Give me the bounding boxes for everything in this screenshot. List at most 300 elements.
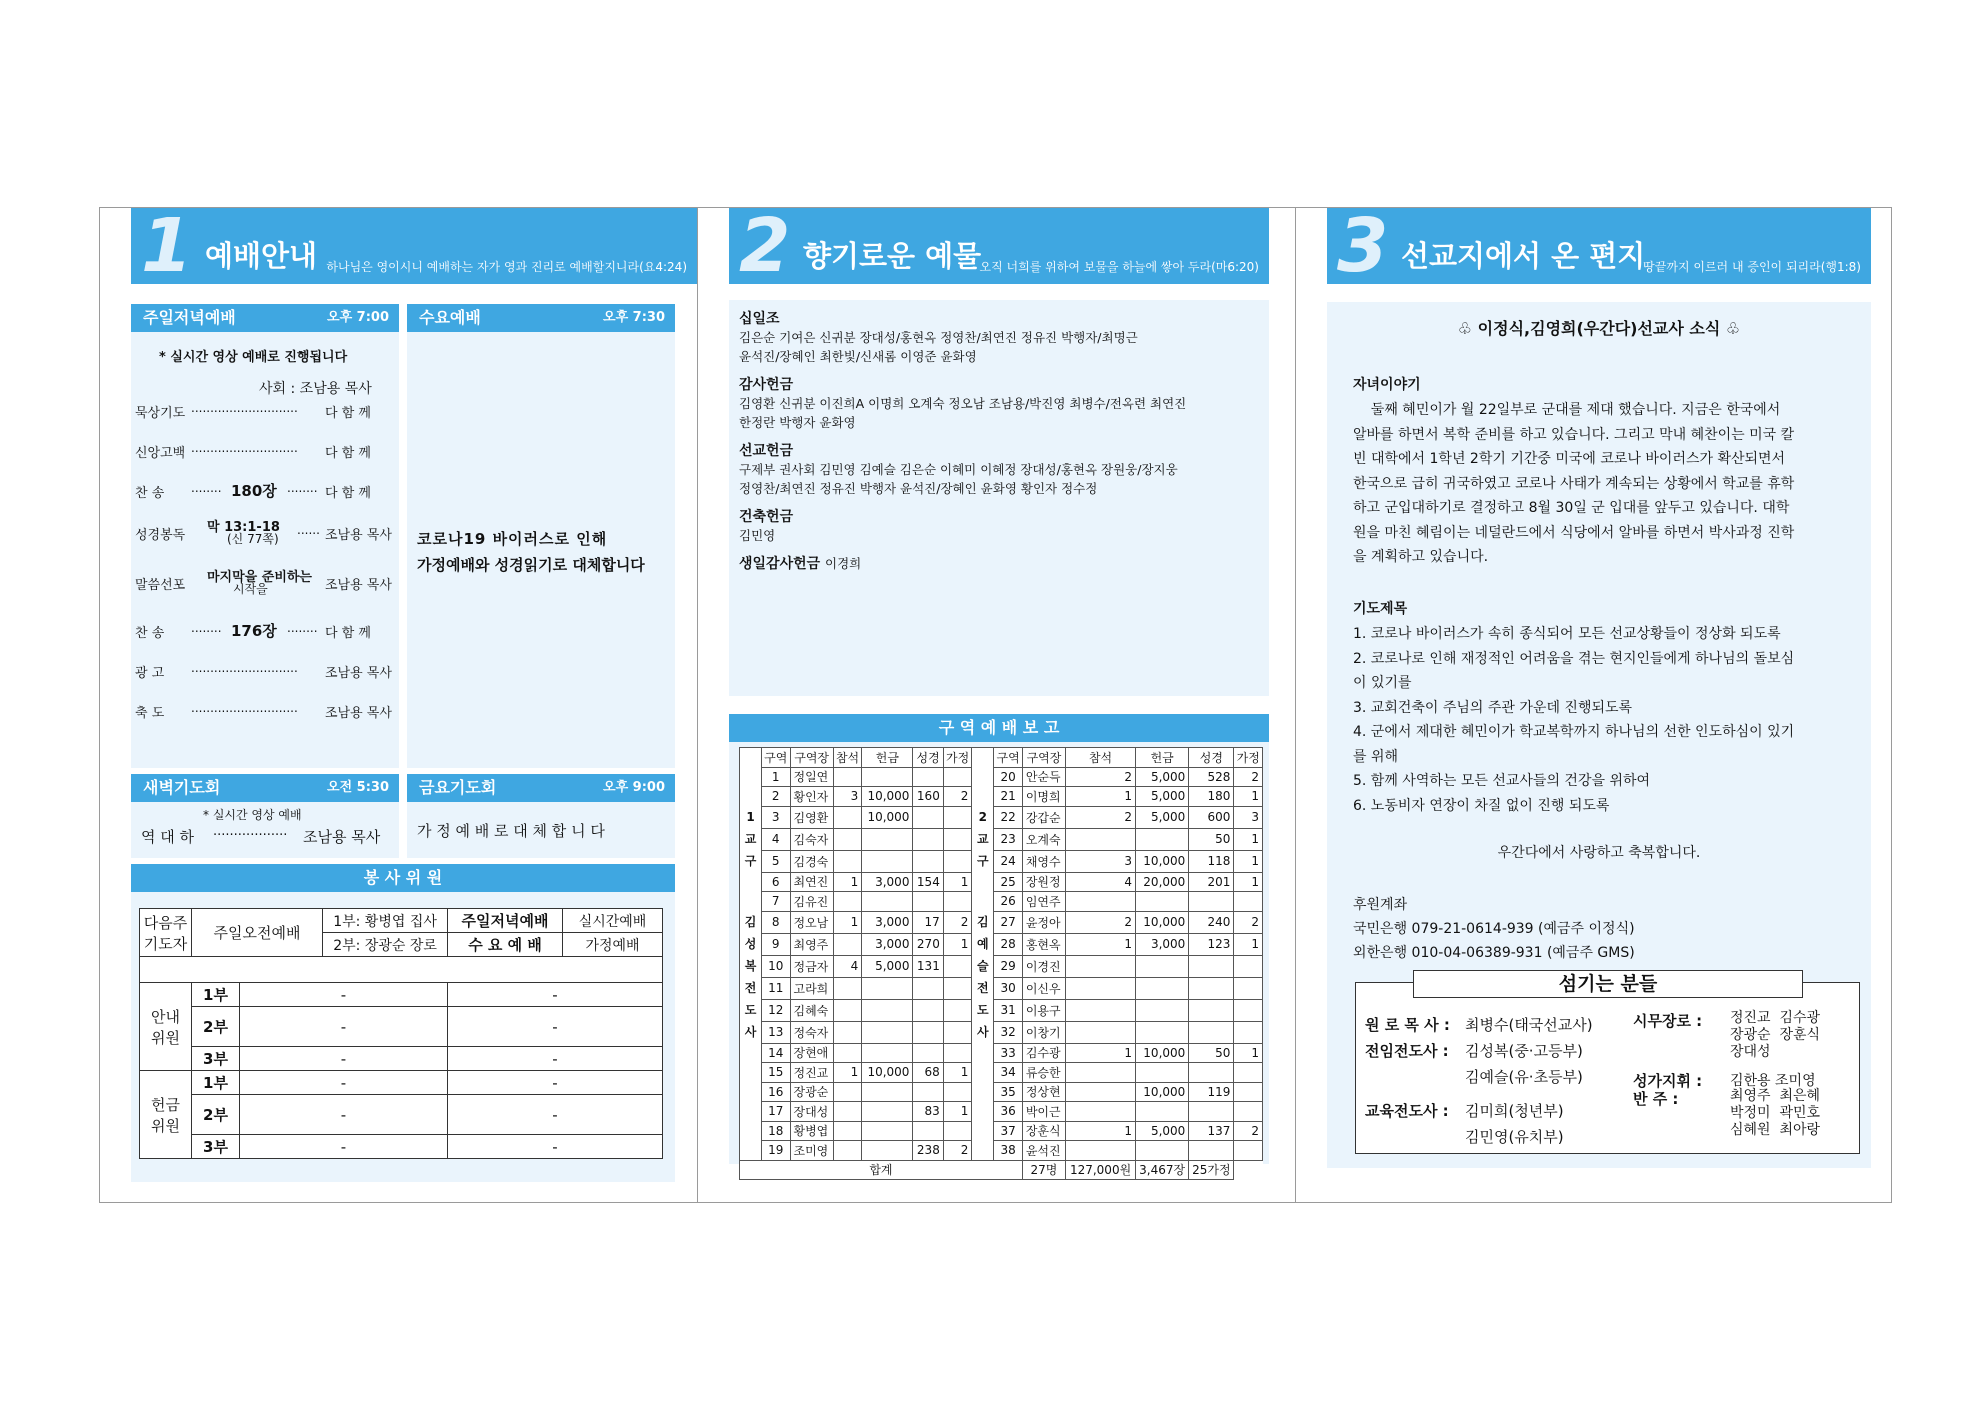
district-cell: 6 [762, 872, 791, 892]
elder-name: 장대성 [1730, 1044, 1771, 1060]
servant-value: 최병수(태국선교사) [1465, 1016, 1593, 1034]
district-cell: 윤석진 [1022, 1141, 1065, 1161]
district-cell [943, 806, 972, 828]
pianists-list [1730, 1088, 1820, 1139]
district-cell [1066, 892, 1136, 912]
committee-offering-committee: 위원 [151, 1116, 180, 1135]
panel2-verse: 오직 너희를 위하여 보물을 하늘에 쌓아 두라(마6:20) [979, 260, 1259, 274]
prayer-item: 를 위해 [1353, 748, 1399, 765]
district-cell: 10,000 [1136, 1082, 1189, 1102]
choir-label: 성가지휘 : [1633, 1072, 1703, 1090]
gift-title: 생일감사헌금 [739, 556, 821, 572]
district-total-offering: 127,000원 [1066, 1160, 1136, 1180]
prayer-title: 기도제목 [1353, 601, 1408, 617]
order-dots: ............................ [191, 701, 298, 715]
district-cell [1136, 1141, 1189, 1161]
usher-p1-evening: - [448, 983, 663, 1007]
district-cell [1189, 955, 1234, 977]
district-group-label [740, 1063, 762, 1083]
district-group-label [740, 872, 762, 892]
district-cell: 김수광 [1022, 1043, 1065, 1063]
district-group-label: 구 [740, 850, 762, 872]
district-cell [1066, 1141, 1136, 1161]
district-cell [862, 1102, 913, 1122]
district-cell: 15 [762, 1063, 791, 1083]
order-dots: ........ [191, 621, 222, 635]
district-cell: 35 [994, 1082, 1023, 1102]
district-cell: 600 [1189, 806, 1234, 828]
district-cell: 1 [1234, 872, 1263, 892]
district-cell [1189, 1141, 1234, 1161]
district-cell [1234, 1102, 1263, 1122]
district-cell: 강갑순 [1022, 806, 1065, 828]
district-cell [833, 1082, 862, 1102]
prayer-item: 4. 군에서 제대한 혜민이가 학교복학까지 하나님의 선한 인도하심이 있기 [1353, 724, 1795, 740]
panel1-title: 예배안내 [205, 239, 318, 273]
district-cell [1136, 892, 1189, 912]
district-cell: 김경숙 [790, 850, 833, 872]
table-row [740, 787, 1263, 807]
gift-names: 김민영 [739, 528, 776, 543]
district-cell: 30 [994, 977, 1023, 999]
district-cell: 황병엽 [790, 1121, 833, 1141]
table-row [740, 872, 1263, 892]
servants-title: 섬기는 분들 [1413, 970, 1803, 998]
gift-names: 김은순 기여은 신귀분 장대성/홍현옥 정영찬/최연진 정유진 박행자/최명근 [739, 330, 1138, 345]
servant-row [1365, 1014, 1593, 1040]
prayer-list [1353, 622, 1794, 818]
prayer-item: 2. 코로나로 인해 재정적인 어려움을 겪는 현지인들에게 하나님의 돌보심 [1353, 650, 1795, 667]
panel3-header [1327, 203, 1871, 289]
district-group-label [740, 1043, 762, 1063]
district-cell [1189, 977, 1234, 999]
table-row [740, 1102, 1263, 1122]
offering-p3: 3부 [192, 1135, 240, 1159]
district-cell: 조미영 [790, 1141, 833, 1161]
district-cell [1136, 999, 1189, 1021]
district-cell: 1 [1066, 1043, 1136, 1063]
kids-story-line: 둘째 혜민이가 월 22일부로 군대를 제대 했습니다. 지금은 한국에서 [1353, 402, 1781, 418]
district-cell: 20,000 [1136, 872, 1189, 892]
order-label: 신앙고백 [135, 446, 186, 461]
district-group-label: 전 [972, 977, 994, 999]
closing-line: 우간다에서 사랑하고 축복합니다. [1497, 845, 1701, 861]
kids-story-line: 원을 마친 혜림이는 네덜란드에서 식당에서 알바를 하면서 박사과정 진학 [1353, 524, 1795, 541]
district-cell [833, 977, 862, 999]
district-cell: 정금자 [790, 955, 833, 977]
gift-category-title [739, 440, 1259, 460]
dawn-prayer-box [131, 802, 399, 858]
gift-title: 감사헌금 [739, 377, 794, 393]
servant-row [1365, 1126, 1593, 1152]
district-cell: 김숙자 [790, 828, 833, 850]
servant-value: 김민영(유치부) [1465, 1128, 1564, 1146]
district-cell [862, 828, 913, 850]
district-cell: 3,000 [862, 933, 913, 955]
account-1: 국민은행 079-21-0614-939 (예금주 이정식) [1353, 921, 1635, 937]
district-header-cell: 참석 [1066, 748, 1136, 768]
committee-part1-name: 황병엽 집사 [364, 913, 437, 930]
order-detail: 마지막을 준비하는 [207, 570, 312, 585]
district-cell: 131 [913, 955, 943, 977]
district-cell: 18 [762, 1121, 791, 1141]
committee-box [131, 892, 675, 1182]
district-cell: 4 [833, 955, 862, 977]
district-cell [1066, 1063, 1136, 1083]
committee-part2: 2부: [333, 937, 361, 954]
district-cell: 홍현옥 [1022, 933, 1065, 955]
gift-names: 윤석진/장혜인 최한빛/신새롬 이영준 윤화영 [739, 349, 977, 364]
gift-category-title [739, 506, 1259, 526]
district-cell: 5,000 [1136, 767, 1189, 787]
district-cell: 137 [1189, 1121, 1234, 1141]
district-cell: 5,000 [1136, 806, 1189, 828]
district-total-row [740, 1160, 1263, 1180]
offering-p1-morning: - [240, 1071, 448, 1095]
table-row [740, 806, 1263, 828]
district-cell: 1 [833, 911, 862, 933]
district-cell: 33 [994, 1043, 1023, 1063]
district-cell: 29 [994, 955, 1023, 977]
district-cell: 25 [994, 872, 1023, 892]
district-cell [913, 806, 943, 828]
committee-live: 실시간예배 [563, 909, 663, 933]
district-report-table [739, 747, 1263, 1180]
district-group-label [972, 1102, 994, 1122]
district-cell: 14 [762, 1043, 791, 1063]
district-cell: 장광순 [790, 1082, 833, 1102]
order-label: 찬 송 [135, 486, 165, 501]
kids-story [1353, 398, 1794, 570]
gift-names: 정영찬/최연진 정유진 박행자 윤석진/장혜인 윤화영 황인자 정수정 [739, 481, 1098, 496]
district-cell: 10,000 [862, 1063, 913, 1083]
usher-p1: 1부 [192, 983, 240, 1007]
district-cell [833, 999, 862, 1021]
district-cell [833, 892, 862, 912]
district-cell: 1 [943, 933, 972, 955]
sunday-evening-leader: 사회 : 조남용 목사 [259, 381, 372, 397]
offering-p2-evening: - [448, 1095, 663, 1135]
gift-inline-name: 이경희 [825, 556, 862, 571]
district-group-label [972, 892, 994, 912]
district-cell [862, 1043, 913, 1063]
district-cell: 윤정아 [1022, 911, 1065, 933]
district-cell [1066, 1021, 1136, 1043]
panel-mission-letter [1296, 203, 1893, 1202]
district-header-cell: 구역장 [1022, 748, 1065, 768]
order-label: 축 도 [135, 706, 165, 721]
district-cell: 11 [762, 977, 791, 999]
district-group-label [740, 1121, 762, 1141]
letter-box [1327, 302, 1871, 1168]
dawn-prayer-label: 역 대 하 [141, 828, 195, 846]
committee-home: 가정예배 [563, 933, 663, 957]
wednesday-title: 수요예배 [419, 308, 481, 327]
dawn-prayer-dots: .................. [213, 824, 288, 839]
district-cell [862, 850, 913, 872]
elder-label: 시무장로 : [1633, 1012, 1703, 1030]
gift-category-title [739, 308, 1259, 328]
district-cell: 3,000 [1136, 933, 1189, 955]
order-who: 조남용 목사 [325, 706, 392, 721]
district-cell [943, 1043, 972, 1063]
prayer-item: 6. 노동비자 연장이 차질 없이 진행 되도록 [1353, 797, 1610, 814]
district-cell: 안순득 [1022, 767, 1065, 787]
district-cell: 최연진 [790, 872, 833, 892]
pianist-label: 반 주 : [1633, 1090, 1679, 1108]
district-cell: 1 [1234, 850, 1263, 872]
district-header-cell: 가정 [1234, 748, 1263, 768]
order-label: 광 고 [135, 666, 165, 681]
usher-p3-morning: - [240, 1047, 448, 1071]
district-title: 구 역 예 배 보 고 [938, 718, 1060, 737]
pianist-name: 심혜원 최아랑 [1730, 1122, 1821, 1138]
district-label-header [740, 748, 762, 768]
district-label-header [972, 748, 994, 768]
prayer-item: 3. 교회건축이 주님의 주관 가운데 진행되도록 [1353, 699, 1633, 716]
district-group-label: 김 [972, 911, 994, 933]
gift-category-title [739, 553, 1259, 573]
district-cell: 10,000 [1136, 911, 1189, 933]
prayer-item: 5. 함께 사역하는 모든 선교사들의 건강을 위하여 [1353, 773, 1651, 789]
sunday-evening-bar [131, 304, 399, 332]
usher-p2: 2부 [192, 1007, 240, 1047]
district-cell [1189, 1102, 1234, 1122]
order-dots: ............................ [191, 661, 298, 675]
district-header-cell: 가정 [943, 748, 972, 768]
friday-prayer-box [407, 802, 675, 858]
district-cell [943, 850, 972, 872]
order-detail: 180장 [231, 482, 277, 500]
panel2-title: 향기로운 예물 [803, 239, 982, 273]
district-cell: 장대성 [790, 1102, 833, 1122]
district-cell: 이창기 [1022, 1021, 1065, 1043]
district-cell: 160 [913, 787, 943, 807]
district-cell: 장현애 [790, 1043, 833, 1063]
district-cell: 12 [762, 999, 791, 1021]
district-bar [729, 714, 1269, 742]
wednesday-time: 오후 7:30 [603, 310, 665, 325]
gift-names: 김영환 신귀분 이진희A 이명희 오계숙 정오남 조남용/박진영 최병수/전옥련 최연진 [739, 396, 1187, 411]
friday-prayer-title: 금요기도회 [419, 778, 497, 797]
district-cell: 123 [1189, 933, 1234, 955]
district-cell [1189, 999, 1234, 1021]
table-row [740, 1043, 1263, 1063]
district-cell: 황인자 [790, 787, 833, 807]
district-cell: 38 [994, 1141, 1023, 1161]
district-cell [1234, 977, 1263, 999]
kids-story-line: 을 계획하고 있습니다. [1353, 549, 1489, 565]
district-cell [943, 977, 972, 999]
district-cell: 3 [833, 787, 862, 807]
district-group-label: 예 [972, 933, 994, 955]
district-cell: 9 [762, 933, 791, 955]
district-cell [862, 1141, 913, 1161]
usher-p1-morning: - [240, 983, 448, 1007]
table-row [740, 911, 1263, 933]
district-cell: 1 [943, 1063, 972, 1083]
order-detail: 막 13:1-18 [207, 520, 280, 535]
district-cell [943, 767, 972, 787]
order-dots: ............................ [191, 401, 298, 415]
district-cell [1066, 977, 1136, 999]
committee-morning: 주일오전예배 [192, 909, 323, 957]
district-cell: 23 [994, 828, 1023, 850]
district-group-label: 교 [972, 828, 994, 850]
district-cell [833, 828, 862, 850]
order-dots-after: ........ [287, 481, 318, 495]
district-group-label: 1 [740, 806, 762, 828]
kids-story-line: 빈 대학에서 1학년 2학기 기간중 미국에 코로나 바이러스가 확산되면서 [1353, 451, 1786, 467]
district-cell [943, 828, 972, 850]
district-cell: 1 [1234, 787, 1263, 807]
panel2-header [729, 203, 1269, 289]
district-cell [943, 1021, 972, 1043]
district-cell: 이명희 [1022, 787, 1065, 807]
sunday-evening-note: * 실시간 영상 예배로 진행됩니다 [159, 350, 348, 365]
order-who: 다 함 께 [325, 486, 371, 501]
district-cell: 68 [913, 1063, 943, 1083]
district-cell [1234, 955, 1263, 977]
district-cell: 31 [994, 999, 1023, 1021]
district-cell [1189, 1021, 1234, 1043]
district-cell: 이신우 [1022, 977, 1065, 999]
district-cell: 154 [913, 872, 943, 892]
district-cell [913, 767, 943, 787]
order-who: 다 함 께 [325, 446, 371, 461]
district-cell: 2 [1234, 1121, 1263, 1141]
table-row [740, 1141, 1263, 1161]
district-cell [1234, 892, 1263, 912]
order-label: 말씀선포 [135, 578, 186, 593]
district-group-label: 교 [740, 828, 762, 850]
gift-title: 선교헌금 [739, 443, 794, 459]
district-cell: 임연주 [1022, 892, 1065, 912]
district-cell: 13 [762, 1021, 791, 1043]
district-cell [833, 850, 862, 872]
district-cell [862, 1082, 913, 1102]
table-row [740, 999, 1263, 1021]
district-cell [1136, 977, 1189, 999]
district-cell: 238 [913, 1141, 943, 1161]
choir-value: 김한용 조미영 [1730, 1073, 1816, 1089]
district-cell [862, 1021, 913, 1043]
district-cell [1066, 955, 1136, 977]
district-cell [1234, 999, 1263, 1021]
district-cell [833, 767, 862, 787]
order-label: 성경봉독 [135, 528, 186, 543]
district-cell: 32 [994, 1021, 1023, 1043]
order-who: 다 함 께 [325, 626, 371, 641]
offering-p2-morning: - [240, 1095, 448, 1135]
servant-value: 김미희(청년부) [1465, 1102, 1564, 1120]
committee-table [139, 908, 663, 1159]
dawn-prayer-bar [131, 774, 399, 802]
wednesday-line2: 가정예배와 성경읽기로 대체합니다 [417, 556, 645, 574]
servant-value: 김예슬(유·초등부) [1465, 1068, 1583, 1086]
district-group-label [972, 767, 994, 787]
district-cell: 1 [833, 872, 862, 892]
gifts-box [729, 300, 1269, 696]
servant-label: 원 로 목 사 : [1365, 1016, 1450, 1034]
district-cell: 10 [762, 955, 791, 977]
order-dots: ...... [297, 523, 320, 537]
committee-evening: 주일저녁예배 [448, 909, 563, 933]
district-group-label: 도 [740, 999, 762, 1021]
bulletin-sheet [99, 203, 1892, 1203]
district-cell: 박이근 [1022, 1102, 1065, 1122]
district-cell: 21 [994, 787, 1023, 807]
district-box [729, 742, 1269, 1178]
district-cell: 180 [1189, 787, 1234, 807]
district-cell: 4 [1066, 872, 1136, 892]
district-cell: 5,000 [862, 955, 913, 977]
district-header-cell: 헌금 [1136, 748, 1189, 768]
district-group-label [972, 1063, 994, 1083]
district-cell: 240 [1189, 911, 1234, 933]
table-row [740, 767, 1263, 787]
district-group-label [740, 892, 762, 912]
friday-prayer-text: 가 정 예 배 로 대 체 합 니 다 [417, 822, 605, 840]
table-row [740, 1021, 1263, 1043]
district-cell [1136, 1102, 1189, 1122]
district-cell: 118 [1189, 850, 1234, 872]
gift-title: 건축헌금 [739, 509, 794, 525]
committee-part1: 1부: [333, 913, 361, 930]
district-cell [943, 892, 972, 912]
district-cell: 7 [762, 892, 791, 912]
offering-p3-morning: - [240, 1135, 448, 1159]
district-cell: 2 [943, 787, 972, 807]
district-cell: 2 [1066, 767, 1136, 787]
district-group-label [740, 787, 762, 807]
district-header-cell: 성경 [913, 748, 943, 768]
district-cell: 3,000 [862, 872, 913, 892]
district-total-bible: 3,467장 [1136, 1160, 1189, 1180]
sunday-evening-title: 주일저녁예배 [143, 308, 236, 327]
offering-p3-evening: - [448, 1135, 663, 1159]
district-group-label: 복 [740, 955, 762, 977]
district-group-label [972, 787, 994, 807]
district-cell: 1 [1234, 828, 1263, 850]
friday-prayer-bar [407, 774, 675, 802]
district-header-cell: 구역 [994, 748, 1023, 768]
offering-p1-evening: - [448, 1071, 663, 1095]
district-cell: 16 [762, 1082, 791, 1102]
district-cell: 고라희 [790, 977, 833, 999]
committee-next-week: 다음주 [143, 913, 188, 932]
district-group-label [972, 1043, 994, 1063]
district-cell [833, 933, 862, 955]
district-total-home: 25가정 [1189, 1160, 1234, 1180]
district-cell: 36 [994, 1102, 1023, 1122]
district-cell [913, 1043, 943, 1063]
district-group-label: 사 [740, 1021, 762, 1043]
servant-label: 교육전도사 : [1365, 1102, 1449, 1120]
district-cell [1234, 1063, 1263, 1083]
district-cell: 20 [994, 767, 1023, 787]
table-row [740, 1121, 1263, 1141]
district-cell [833, 806, 862, 828]
order-detail-sub: (신 77쪽) [227, 532, 279, 546]
district-cell [913, 999, 943, 1021]
district-cell [1234, 1082, 1263, 1102]
order-who: 조남용 목사 [325, 578, 392, 593]
district-cell [833, 1043, 862, 1063]
district-cell [862, 999, 913, 1021]
order-label: 찬 송 [135, 626, 165, 641]
district-group-label [740, 1102, 762, 1122]
